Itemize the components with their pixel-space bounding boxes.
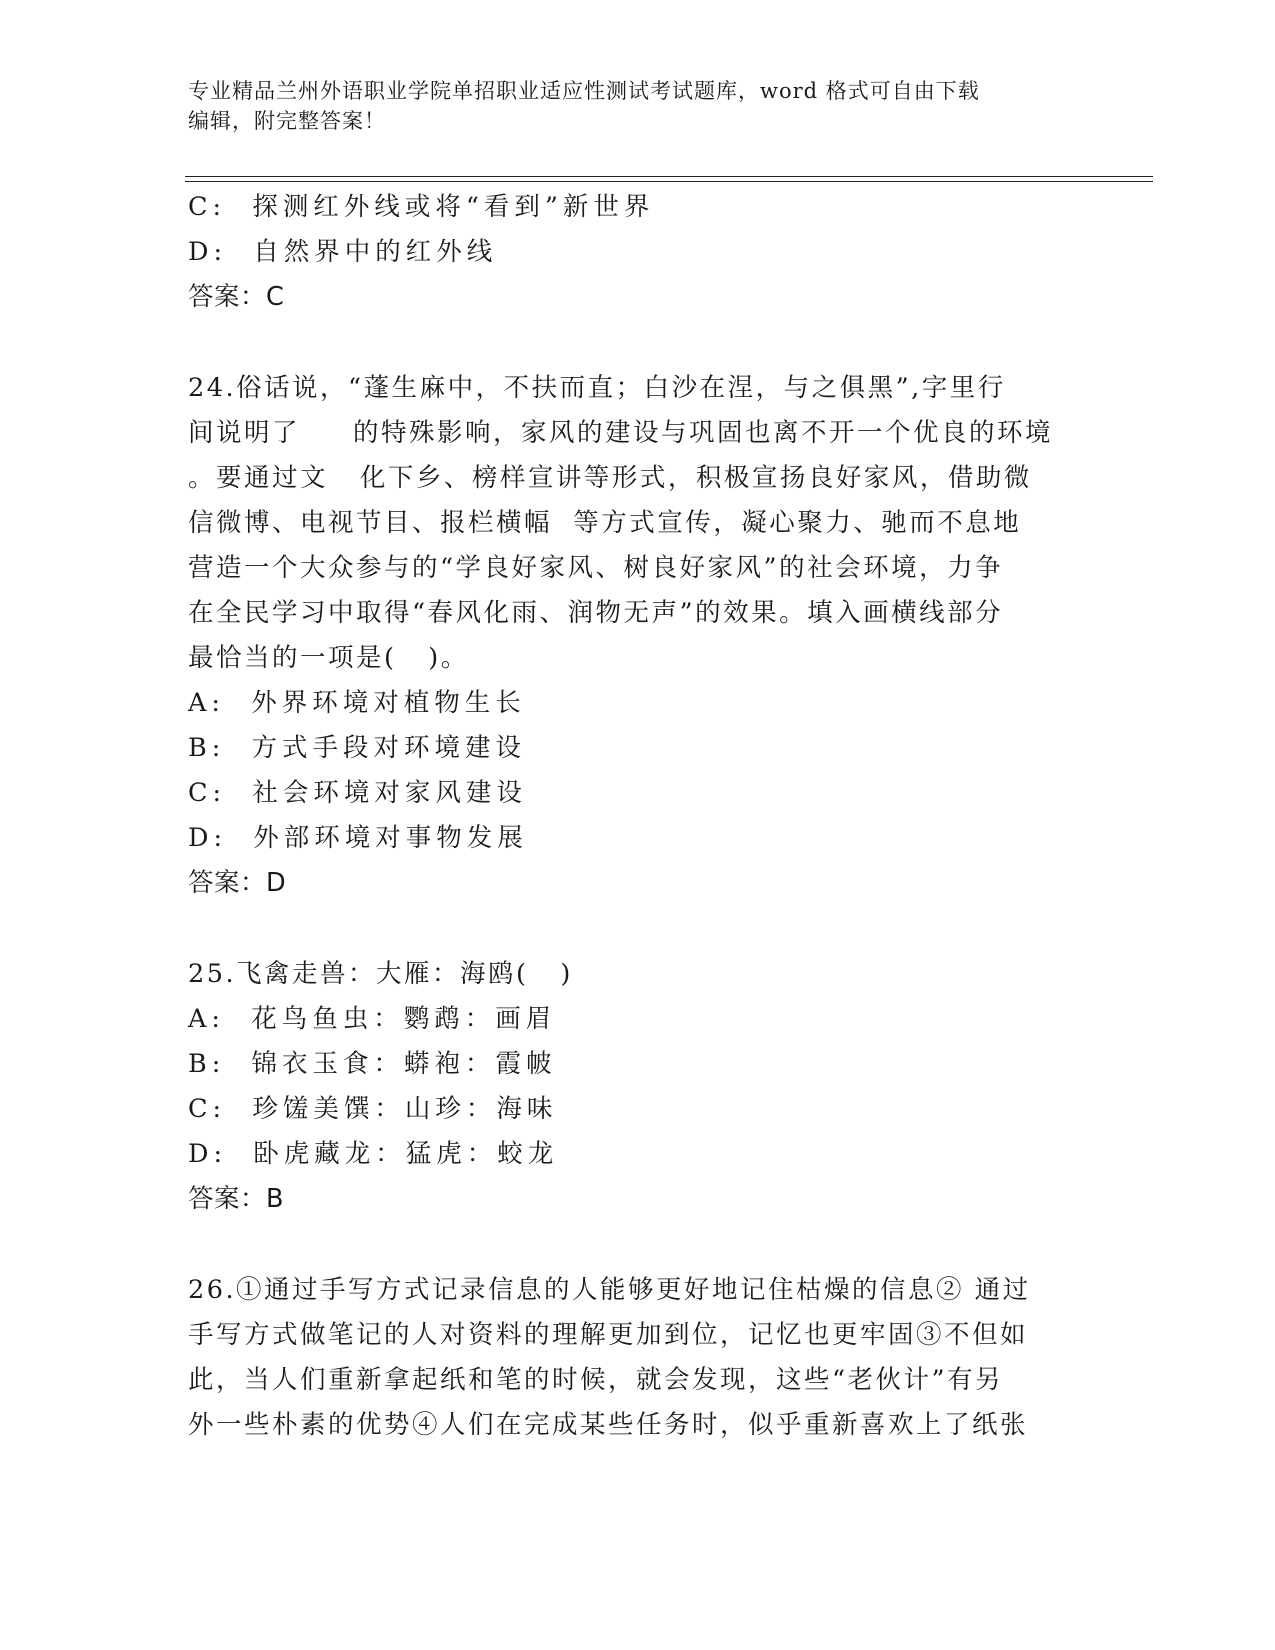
- q24-option-d: D: 外部环境对事物发展: [188, 823, 528, 853]
- q26-stem-line-1: 26.①通过手写方式记录信息的人能够更好地记住枯燥的信息② 通过: [188, 1275, 1031, 1305]
- header-divider-bottom: [185, 181, 1153, 182]
- q25-option-a: A: 花鸟鱼虫：鹦鹉：画眉: [188, 1004, 557, 1034]
- q24-stem-line-6: 在全民学习中取得“春风化雨、润物无声”的效果。填入画横线部分: [188, 598, 1004, 628]
- q24-stem-line-1: 24.俗话说，“蓬生麻中，不扶而直；白沙在涅，与之俱黑”,字里行: [188, 373, 1006, 403]
- q23-answer: 答案：C: [188, 282, 285, 312]
- header-line-1: 专业精品兰州外语职业学院单招职业适应性测试考试题库，word 格式可自由下载: [188, 79, 980, 103]
- header-line-2: 编辑，附完整答案！: [188, 109, 386, 133]
- q24-option-b: B: 方式手段对环境建设: [188, 733, 527, 763]
- q25-option-b: B: 锦衣玉食：蟒袍：霞帔: [188, 1049, 557, 1079]
- q24-stem-line-5: 营造一个大众参与的“学良好家风、树良好家风”的社会环境，力争: [188, 553, 1004, 583]
- q23-option-d: D: 自然界中的红外线: [188, 237, 498, 267]
- q24-answer: 答案：D: [188, 868, 287, 898]
- q24-stem-line-4: 信微博、电视节目、报栏横幅 等方式宣传，凝心聚力、驰而不息地: [188, 508, 1022, 538]
- q25-option-d: D: 卧虎藏龙：猛虎：蛟龙: [188, 1139, 559, 1169]
- q24-option-a: A: 外界环境对植物生长: [188, 688, 526, 718]
- q25-stem: 25.飞禽走兽：大雁：海鸥( ): [188, 959, 573, 989]
- q26-stem-line-3: 此，当人们重新拿起纸和笔的时候，就会发现，这些“老伙计”有另: [188, 1365, 1004, 1395]
- page-header: [188, 76, 1078, 136]
- q25-answer: 答案：B: [188, 1184, 284, 1214]
- q24-option-c: C: 社会环境对家风建设: [188, 778, 527, 808]
- q23-option-c: C: 探测红外线或将“看到”新世界: [188, 192, 655, 222]
- q24-stem-line-7: 最恰当的一项是( )。: [188, 643, 469, 673]
- header-divider-top: [185, 176, 1153, 177]
- q25-option-c: C: 珍馐美馔：山珍：海味: [188, 1094, 558, 1124]
- q24-stem-line-3: 。要通过文 化下乡、榜样宣讲等形式，积极宣扬良好家风，借助微: [188, 463, 1032, 493]
- q26-stem-line-2: 手写方式做笔记的人对资料的理解更加到位，记忆也更牢固③不但如: [188, 1320, 1029, 1350]
- q24-stem-line-2: 间说明了 的特殊影响，家风的建设与巩固也离不开一个优良的环境: [188, 418, 1054, 448]
- q26-stem-line-4: 外一些朴素的优势④人们在完成某些任务时，似乎重新喜欢上了纸张: [188, 1410, 1029, 1440]
